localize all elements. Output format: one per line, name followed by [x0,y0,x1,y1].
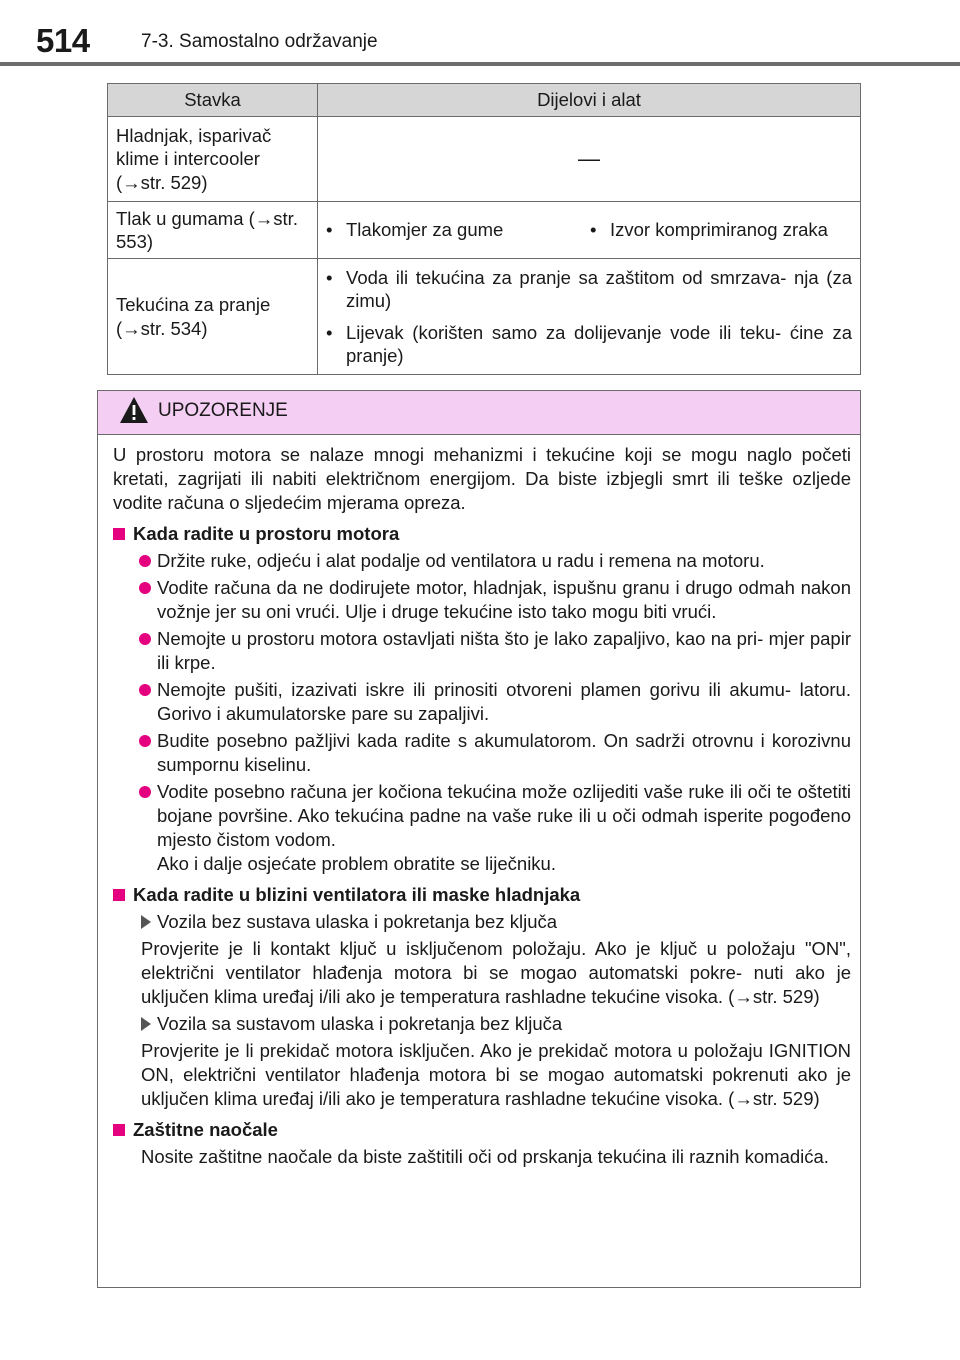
warning-intro: U prostoru motora se nalaze mnogi mehanizmi i tekućine koji se mogu naglo početi kretati, zagrijati ili nabiti električnom energijom. Da biste izbjegli smrt ili teške ozljede vodite računa o sljedećim mjerama opreza. [113,444,851,513]
list-item: Nemojte u prostoru motora ostavljati ništa što je lako zapaljivo, kao na pri- mjer papir ili krpe. [113,627,851,675]
section-heading: Kada radite u prostoru motora [113,522,851,546]
subheading: Vozila bez sustava ulaska i pokretanja bez ključa [113,910,851,934]
section-heading: Kada radite u blizini ventilatora ili maske hladnjaka [113,883,851,907]
square-bullet-icon [113,1124,125,1136]
list-item: Vodite računa da ne dodirujete motor, hladnjak, ispušnu granu i drugo odmah nakon vožnje jer su oni vrući. Ulje i druge tekućine isto tako mogu biti vrući. [113,576,851,624]
col-header-item: Stavka [108,84,318,117]
list-item: • Tlakomjer za gume [326,219,504,241]
list-item: Držite ruke, odjeću i alat podalje od ventilatora u radu i remena na motoru. [113,549,851,573]
tools-cell [318,259,861,375]
list-item: Budite posebno pažljivi kada radite s akumulatorom. On sadrži otrovnu i korozivnu sumpornu kiselinu. [113,729,851,777]
square-bullet-icon [113,889,125,901]
table-header-row [108,84,861,117]
items-table [107,83,861,375]
section-title: 7-3. Samostalno održavanje [141,31,378,52]
item-cell: Hladnjak, isparivač klime i intercooler (→str. 529) [108,117,318,202]
warning-box [97,390,861,1288]
warning-triangle-icon [119,396,149,424]
list-item: • Izvor komprimiranog zraka [590,219,828,241]
item-cell: Tekućina za pranje (→str. 534) [108,259,318,375]
dot-bullet-icon [139,735,151,747]
header-rule [0,62,960,66]
section-heading: Zaštitne naočale [113,1118,851,1142]
tools-cell [318,202,861,259]
dot-bullet-icon [139,684,151,696]
list-item: Vodite posebno računa jer kočiona tekućina može ozlijediti vaše ruke ili oči te oštetiti bojane površine. Ako tekućina padne na vaše ruke ili u oči odmah isperite pogođeno mjesto čistom vodom. Ako i dalje osjećate problem obratite se liječniku. [113,780,851,876]
dot-bullet-icon [139,786,151,798]
col-header-tools: Dijelovi i alat [318,84,861,117]
warning-title: UPOZORENJE [158,400,288,421]
table-row [108,202,861,259]
list-item: Nemojte pušiti, izazivati iskre ili prinositi otvoreni plamen gorivu ili akumu- latoru. Gorivo i akumulatorske pare su zapaljivi. [113,678,851,726]
triangle-right-icon [141,1017,151,1031]
square-bullet-icon [113,528,125,540]
dot-bullet-icon [139,555,151,567]
item-cell: Tlak u gumama (→str. 553) [108,202,318,259]
paragraph: Nosite zaštitne naočale da biste zaštitili oči od prskanja tekućina ili raznih komadića. [141,1146,829,1167]
table-row [108,259,861,375]
triangle-right-icon [141,915,151,929]
warning-header [98,391,860,435]
tools-cell-empty: — [318,117,861,202]
list-item: • Lijevak (korišten samo za dolijevanje vode ili teku- ćine za pranje) [326,321,852,366]
subheading: Vozila sa sustavom ulaska i pokretanja bez ključa [113,1012,851,1036]
dot-bullet-icon [139,633,151,645]
paragraph: Provjerite je li prekidač motora isključen. Ako je prekidač motora u položaju IGNITION ON, električni ventilator hlađenja motora bi se mogao automatski pokrenuti ako je uključen klima uređaj i/ili ako je temperatura rashladne tekućine visoka. (→str. 529) [141,1040,851,1109]
table-row [108,117,861,202]
dot-bullet-icon [139,582,151,594]
paragraph: Provjerite je li kontakt ključ u isključenom položaju. Ako je ključ u položaju "ON", električni ventilator hlađenja motora bi se mogao automatski pokre- nuti ako je uključen klima uređaj i/ili ako je temperatura rashladne tekućine visoka. (→str. 529) [141,938,851,1007]
list-item: • Voda ili tekućina za pranje sa zaštitom od smrzava- nja (za zimu) [326,267,852,312]
warning-body [98,435,860,1169]
page-number: 514 [36,22,90,59]
